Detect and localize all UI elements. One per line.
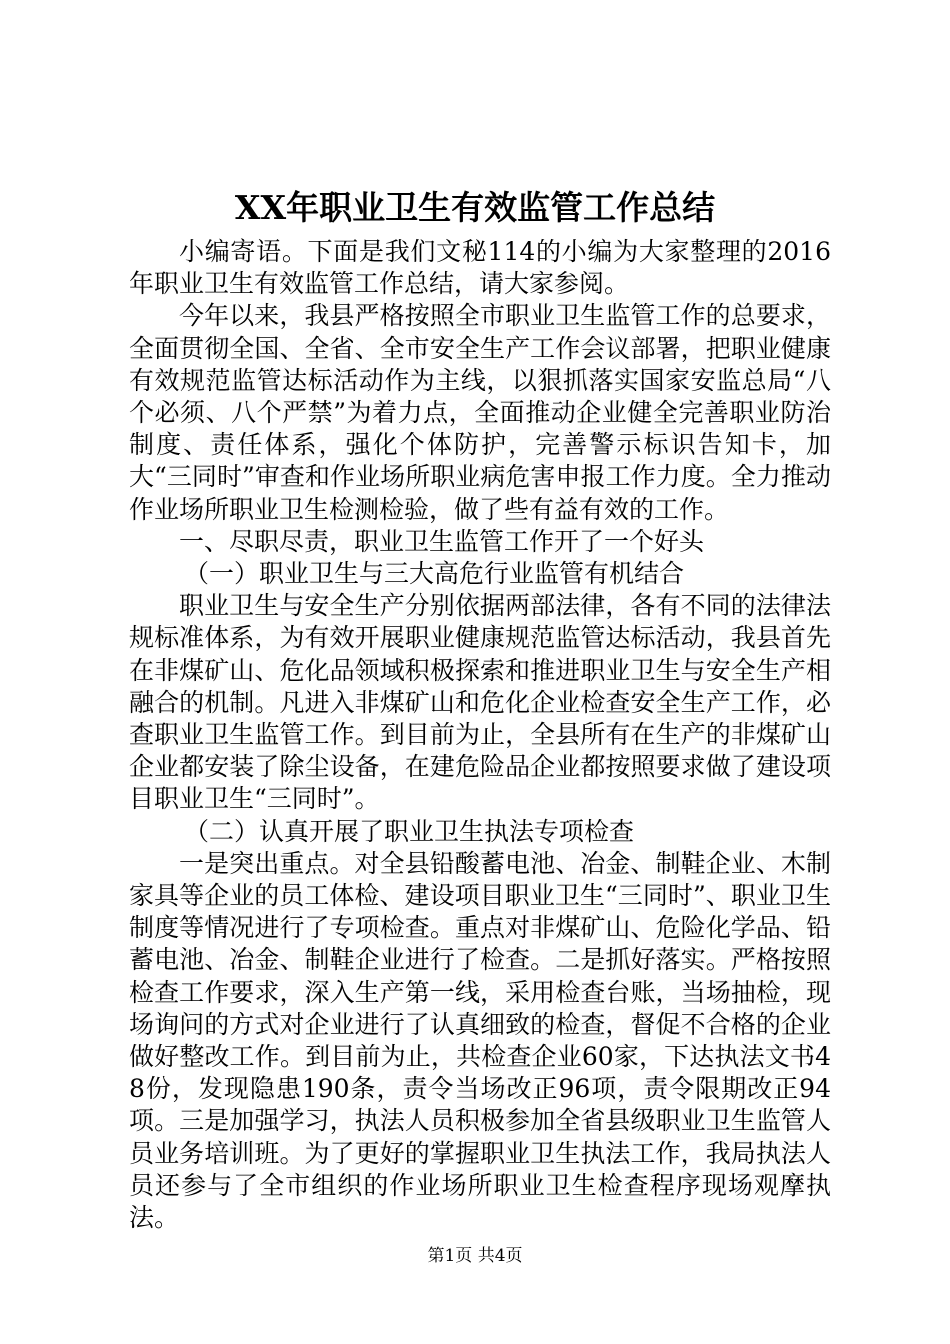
subsection-heading-1: （一）职业卫生与三大高危行业监管有机结合 — [184, 559, 685, 589]
paragraph-overview: 今年以来，我县严格按照全市职业卫生监管工作的总要求，全面贯彻全国、全省、全市安全生产工作会议部署，把职业健康有效规范监管达标活动作为主线，以狠抓落实国家安监总局“八个必须、八个严禁”为着力点，全面推动企业健全完善职业防治制度、责任体系，强化个体防护，完善警示标识告知卡，加大“三同时”审查和作业场所职业病危害申报工作力度。全力推动作业场所职业卫生检测检验，做了些有益有效的工作。 — [129, 301, 831, 524]
paragraph-intro: 小编寄语。下面是我们文秘114的小编为大家整理的2016年职业卫生有效监管工作总结，请大家参阅。 — [129, 237, 831, 299]
paragraph-integration: 职业卫生与安全生产分别依据两部法律，各有不同的法律法规标准体系，为有效开展职业健康规范监管达标活动，我县首先在非煤矿山、危化品领域积极探索和推进职业卫生与安全生产相融合的机制。凡进入非煤矿山和危化企业检查安全生产工作，必查职业卫生监管工作。到目前为止，全县所有在生产的非煤矿山企业都安装了除尘设备，在建危险品企业都按照要求做了建设项目职业卫生“三同时”。 — [129, 591, 831, 814]
document-body — [129, 236, 831, 1234]
subsection-heading-2: （二）认真开展了职业卫生执法专项检查 — [184, 816, 635, 846]
document-title: XX年职业卫生有效监管工作总结 — [234, 188, 716, 227]
paragraph-inspection: 一是突出重点。对全县铅酸蓄电池、冶金、制鞋企业、木制家具等企业的员工体检、建设项目职业卫生“三同时”、职业卫生制度等情况进行了专项检查。重点对非煤矿山、危险化学品、铅蓄电池、冶金、制鞋企业进行了检查。二是抓好落实。严格按照检查工作要求，深入生产第一线，采用检查台账，当场抽检，现场询问的方式对企业进行了认真细致的检查，督促不合格的企业做好整改工作。到目前为止，共检查企业60家，下达执法文书48份，发现隐患190条，责令当场改正96项，责令限期改正94项。三是加强学习，执法人员积极参加全省县级职业卫生监管人员业务培训班。为了更好的掌握职业卫生执法工作，我局执法人员还参与了全市组织的作业场所职业卫生检查程序现场观摩执法。 — [129, 848, 831, 1233]
page-number-footer: 第1页 共4页 — [427, 1246, 523, 1266]
section-heading-1: 一、尽职尽责，职业卫生监管工作开了一个好头 — [179, 526, 705, 556]
